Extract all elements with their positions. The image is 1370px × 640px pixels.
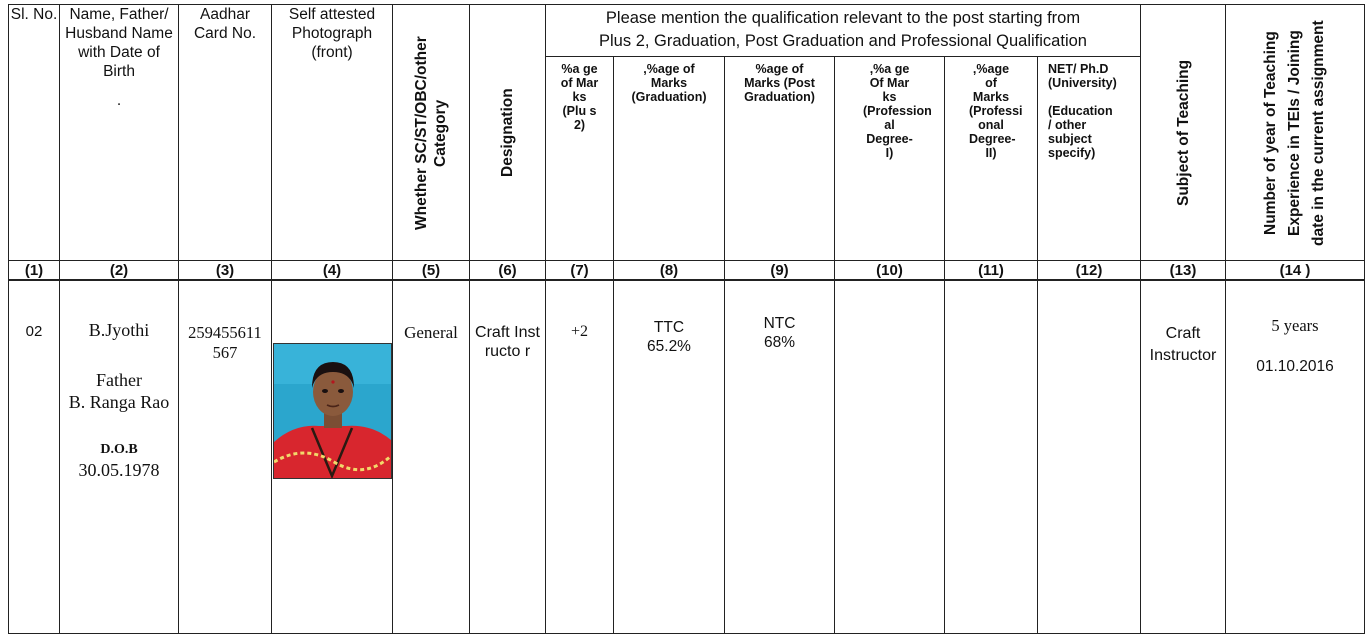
- dob-label: D.O.B: [100, 442, 138, 457]
- col-num-8: (8): [614, 261, 725, 281]
- column-number-row: [9, 261, 1365, 281]
- cell-name: [60, 280, 179, 634]
- graduation-marks: 65.2%: [647, 338, 691, 355]
- cell-aadhar: [179, 280, 272, 634]
- applicant-photo: [273, 343, 392, 479]
- header-experience-label: Number of year of Teaching Experience in TEIs / Joining date in the current assignment: [1262, 19, 1327, 246]
- col-num-14: (14 ): [1226, 261, 1365, 281]
- header-designation-label: Designation: [499, 88, 516, 177]
- cell-professional-2: [945, 280, 1038, 634]
- header-category-label: Whether SC/ST/OBC/other Category: [413, 35, 449, 230]
- portrait-image: [274, 344, 391, 478]
- col-num-6: (6): [470, 261, 546, 281]
- post-graduation-marks: 68%: [763, 334, 796, 351]
- cell-category: [393, 280, 470, 634]
- col-num-11: (11): [945, 261, 1038, 281]
- joining-date: 01.10.2016: [1256, 358, 1334, 375]
- header-professional-2: ,%age of Marks (Professi onal Degree- II): [945, 57, 1038, 261]
- header-designation: [470, 5, 546, 261]
- post-graduation-name: NTC: [763, 315, 796, 332]
- col-num-10: (10): [835, 261, 945, 281]
- aadhar-part-2: 567: [212, 343, 238, 362]
- header-row-top: [9, 5, 1365, 57]
- category-value: General: [404, 323, 458, 342]
- cell-post-graduation: [725, 280, 835, 634]
- header-name-label: Name, Father/ Husband Name with Date of Birth: [65, 6, 173, 80]
- header-graduation: ,%age of Marks (Graduation): [614, 57, 725, 261]
- col-num-5: (5): [393, 261, 470, 281]
- cell-net-phd: [1038, 280, 1141, 634]
- col-num-1: (1): [9, 261, 60, 281]
- header-professional-1: ,%a ge Of Mar ks (Profession al Degree- I): [835, 57, 945, 261]
- sl-no-value: 02: [25, 323, 43, 340]
- cell-sl-no: [9, 280, 60, 634]
- header-net-label: NET/ Ph.D (University): [1048, 62, 1117, 90]
- header-net-note: (Education / other subject specify): [1048, 104, 1113, 160]
- cell-plus2: [546, 280, 614, 634]
- header-sl-no: Sl. No.: [9, 5, 60, 261]
- header-subject-label: Subject of Teaching: [1174, 59, 1192, 206]
- application-form-sheet: [8, 4, 1364, 640]
- header-post-graduation: %age of Marks (Post Graduation): [725, 57, 835, 261]
- cell-subject: [1141, 280, 1226, 634]
- col-num-12: (12): [1038, 261, 1141, 281]
- cell-designation: [470, 280, 546, 634]
- father-name: B. Ranga Rao: [68, 392, 170, 412]
- cell-professional-1: [835, 280, 945, 634]
- cell-graduation: [614, 280, 725, 634]
- header-qualification-group: Please mention the qualification relevant to the post starting from Plus 2, Graduation, Post Graduation and Professional Qualification: [546, 5, 1141, 57]
- col-num-3: (3): [179, 261, 272, 281]
- header-photo: Self attested Photograph (front): [272, 5, 393, 261]
- col-num-4: (4): [272, 261, 393, 281]
- cell-photo: [272, 280, 393, 634]
- header-net-phd: [1038, 57, 1141, 261]
- father-label: Father: [96, 370, 142, 390]
- dob-value: 30.05.1978: [78, 460, 160, 480]
- header-aadhar: Aadhar Card No.: [179, 5, 272, 261]
- graduation-name: TTC: [653, 319, 685, 336]
- plus2-value: +2: [570, 323, 589, 340]
- header-experience: [1226, 5, 1365, 261]
- qualification-table: [8, 4, 1365, 634]
- cell-experience: [1226, 280, 1365, 634]
- applicant-name: B.Jyothi: [88, 320, 150, 340]
- header-name: [60, 5, 179, 261]
- experience-years: 5 years: [1271, 316, 1319, 335]
- col-num-2: (2): [60, 261, 179, 281]
- header-name-dot: .: [116, 92, 122, 109]
- designation-value: Craft Instructo r: [475, 324, 540, 360]
- col-num-13: (13): [1141, 261, 1226, 281]
- col-num-9: (9): [725, 261, 835, 281]
- header-category: [393, 5, 470, 261]
- aadhar-part-1: 259455611: [188, 323, 262, 342]
- header-subject: [1141, 5, 1226, 261]
- table-row: [9, 280, 1365, 634]
- subject-value: Craft Instructor: [1149, 325, 1217, 364]
- col-num-7: (7): [546, 261, 614, 281]
- header-plus2: %a ge of Mar ks (Plu s 2): [546, 57, 614, 261]
